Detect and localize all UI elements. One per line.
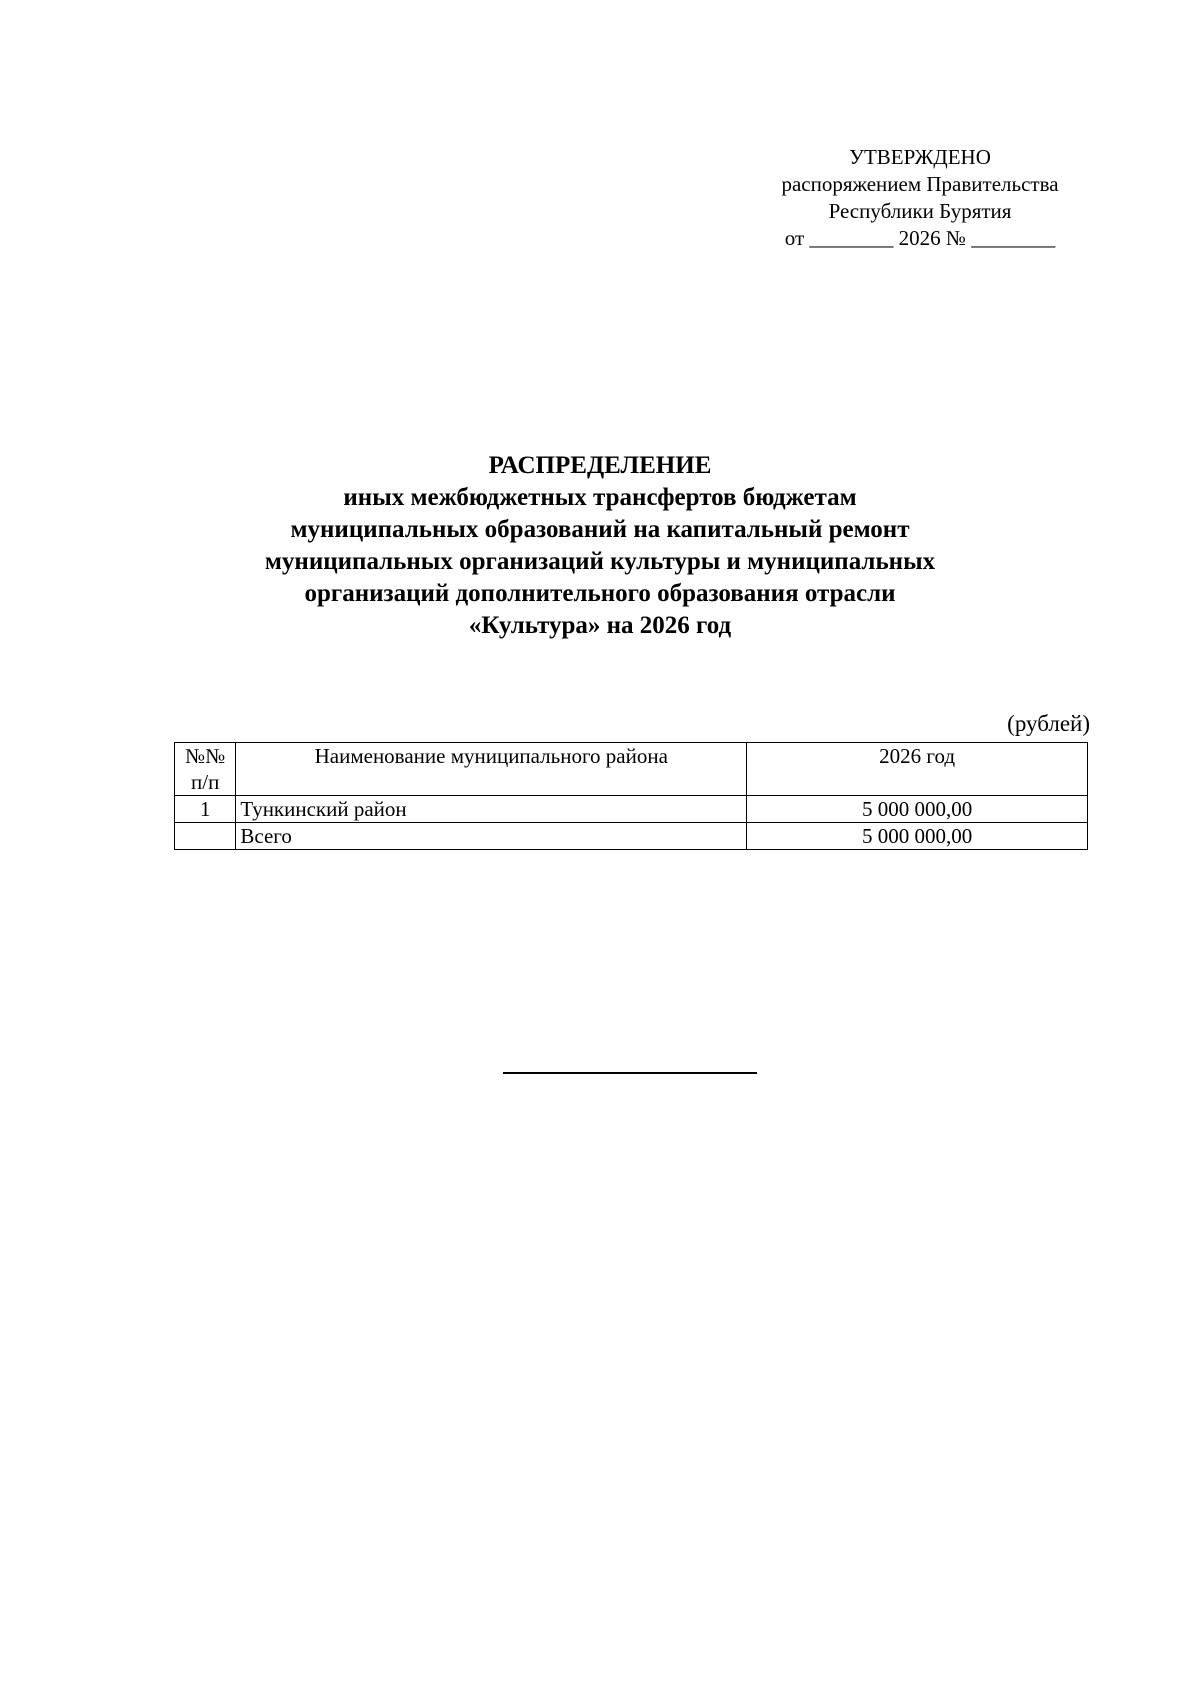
approval-heading: УТВЕРЖДЕНО	[849, 145, 991, 169]
header-number-line-1: №№	[185, 744, 226, 768]
approval-republic: Республики Бурятия	[828, 199, 1012, 223]
title-line-3: муниципальных образований на капитальный ремонт	[290, 516, 910, 543]
header-number	[175, 743, 236, 796]
approval-date-number: от ________ 2026 № ________	[784, 226, 1056, 250]
header-value: 2026 год	[747, 743, 1088, 796]
distribution-table	[174, 742, 1088, 850]
row-value: 5 000 000,00	[747, 823, 1088, 850]
title-line-4: муниципальных организаций культуры и муниципальных	[264, 548, 936, 575]
footer-divider	[503, 1072, 757, 1074]
approval-block	[752, 144, 1088, 252]
header-number-line-2: п/п	[191, 770, 220, 794]
document-title	[150, 450, 1050, 642]
header-name: Наименование муниципального района	[236, 743, 747, 796]
row-name: Всего	[236, 823, 747, 850]
title-line-5: организаций дополнительного образования отрасли	[304, 580, 896, 607]
row-value: 5 000 000,00	[747, 796, 1088, 823]
row-number: 1	[175, 796, 236, 823]
title-line-2: иных межбюджетных трансфертов бюджетам	[343, 484, 857, 511]
title-line-6: «Культура» на 2026 год	[468, 612, 732, 639]
table-row	[175, 796, 1088, 823]
row-name: Тункинский район	[236, 796, 747, 823]
unit-label: (рублей)	[1007, 711, 1090, 736]
table-header-row	[175, 743, 1088, 796]
title-line-1: РАСПРЕДЕЛЕНИЕ	[488, 452, 712, 479]
table-row-total	[175, 823, 1088, 850]
approval-by-order: распоряжением Правительства	[781, 172, 1059, 196]
row-number	[175, 823, 236, 850]
